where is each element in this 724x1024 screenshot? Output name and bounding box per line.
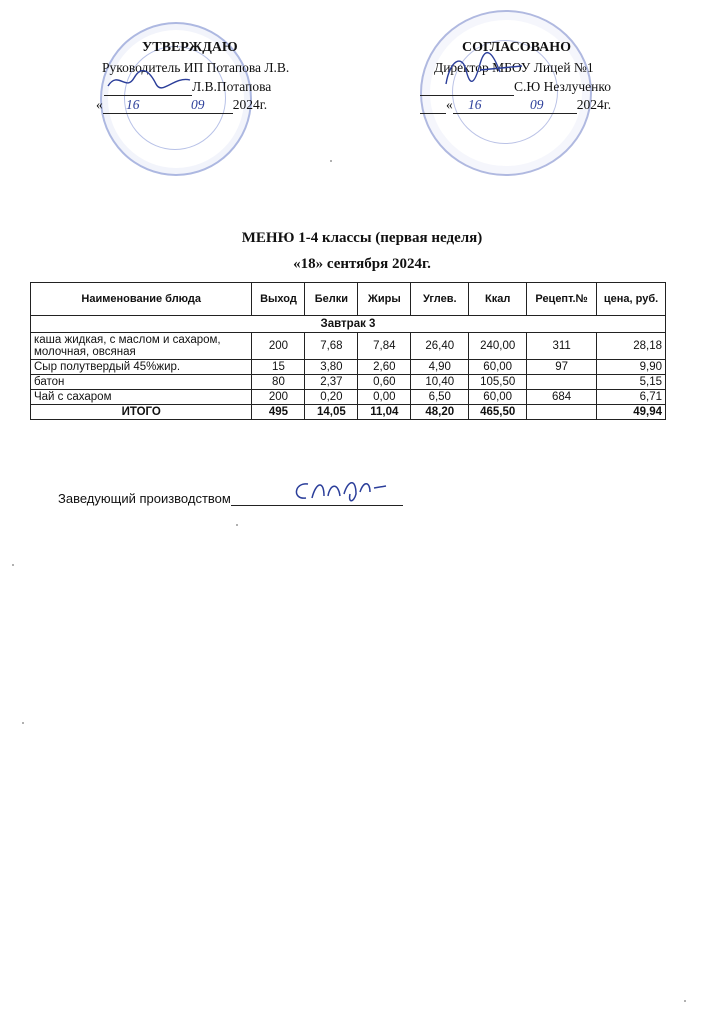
dish-name: Сыр полутвердый 45%жир. (31, 360, 252, 375)
table-header-row (31, 283, 666, 316)
footer-signature-icon (290, 474, 390, 508)
dish-name: каша жидкая, с маслом и сахаром, молочная, овсяная (31, 333, 252, 360)
dish-carbs: 4,90 (411, 360, 469, 375)
dish-name: батон (31, 375, 252, 390)
total-label: ИТОГО (31, 405, 252, 420)
dish-carbs: 6,50 (411, 390, 469, 405)
scan-speck (684, 1000, 686, 1002)
approved-position: Руководитель ИП Потапова Л.В. (102, 60, 290, 75)
approved-title: УТВЕРЖДАЮ (142, 40, 238, 55)
section-title: Завтрак 3 (31, 316, 666, 333)
dish-fat: 0,60 (358, 375, 411, 390)
dish-price: 6,71 (597, 390, 666, 405)
agreed-date (420, 97, 611, 114)
dish-kcal: 105,50 (469, 375, 527, 390)
header-price: цена, руб. (597, 283, 666, 316)
agreed-date-day: 16 (453, 97, 497, 114)
approved-date-month: 09 (163, 97, 233, 114)
dish-kcal: 240,00 (469, 333, 527, 360)
agreed-date-prefix: « (446, 97, 453, 112)
dish-carbs: 10,40 (411, 375, 469, 390)
approved-signer: Л.В.Потапова (192, 79, 272, 94)
dish-fat: 7,84 (358, 333, 411, 360)
total-recipe (527, 405, 597, 420)
table-row (31, 360, 666, 375)
dish-kcal: 60,00 (469, 390, 527, 405)
dish-protein: 7,68 (305, 333, 358, 360)
dish-price: 9,90 (597, 360, 666, 375)
scan-speck (22, 722, 24, 724)
dish-name: Чай с сахаром (31, 390, 252, 405)
total-carbs: 48,20 (411, 405, 469, 420)
dish-fat: 2,60 (358, 360, 411, 375)
table-row (31, 333, 666, 360)
agreed-position: Директор МБОУ Лицей №1 (434, 60, 594, 75)
approved-date-day: 16 (103, 97, 163, 114)
approved-date (96, 97, 267, 114)
header-protein: Белки (305, 283, 358, 316)
total-protein: 14,05 (305, 405, 358, 420)
scan-speck (330, 160, 332, 162)
header-kcal: Ккал (469, 283, 527, 316)
total-fat: 11,04 (358, 405, 411, 420)
footer-label: Заведующий производством (58, 491, 231, 506)
header-output: Выход (252, 283, 305, 316)
menu-table (30, 282, 666, 420)
agreed-date-year: 2024г. (576, 97, 612, 112)
table-row (31, 375, 666, 390)
dish-price: 28,18 (597, 333, 666, 360)
dish-output: 80 (252, 375, 305, 390)
total-output: 495 (252, 405, 305, 420)
scan-speck (12, 564, 14, 566)
approved-signature-icon (104, 68, 194, 94)
total-kcal: 465,50 (469, 405, 527, 420)
dish-output: 200 (252, 390, 305, 405)
dish-recipe: 311 (527, 333, 597, 360)
dish-recipe: 684 (527, 390, 597, 405)
agreed-signer: С.Ю Незлученко (514, 79, 611, 94)
agreed-title: СОГЛАСОВАНО (462, 40, 571, 55)
dish-protein: 2,37 (305, 375, 358, 390)
dish-recipe (527, 375, 597, 390)
dish-fat: 0,00 (358, 390, 411, 405)
total-price: 49,94 (597, 405, 666, 420)
scan-speck (236, 524, 238, 526)
table-row (31, 390, 666, 405)
approved-date-year: 2024г. (232, 97, 268, 112)
header-dish-name: Наименование блюда (31, 283, 252, 316)
agreed-date-month: 09 (497, 97, 577, 114)
section-row (31, 316, 666, 333)
dish-carbs: 26,40 (411, 333, 469, 360)
document-title: МЕНЮ 1-4 классы (первая неделя) (241, 230, 483, 246)
dish-price: 5,15 (597, 375, 666, 390)
header-carbs: Углев. (411, 283, 469, 316)
dish-kcal: 60,00 (469, 360, 527, 375)
dish-output: 15 (252, 360, 305, 375)
total-row (31, 405, 666, 420)
header-recipe: Рецепт.№ (527, 283, 597, 316)
header-fat: Жиры (358, 283, 411, 316)
dish-output: 200 (252, 333, 305, 360)
dish-recipe: 97 (527, 360, 597, 375)
document-date: «18» сентября 2024г. (293, 256, 431, 272)
approved-date-prefix: « (96, 97, 103, 112)
agreed-signature-icon (440, 50, 530, 90)
dish-protein: 0,20 (305, 390, 358, 405)
dish-protein: 3,80 (305, 360, 358, 375)
